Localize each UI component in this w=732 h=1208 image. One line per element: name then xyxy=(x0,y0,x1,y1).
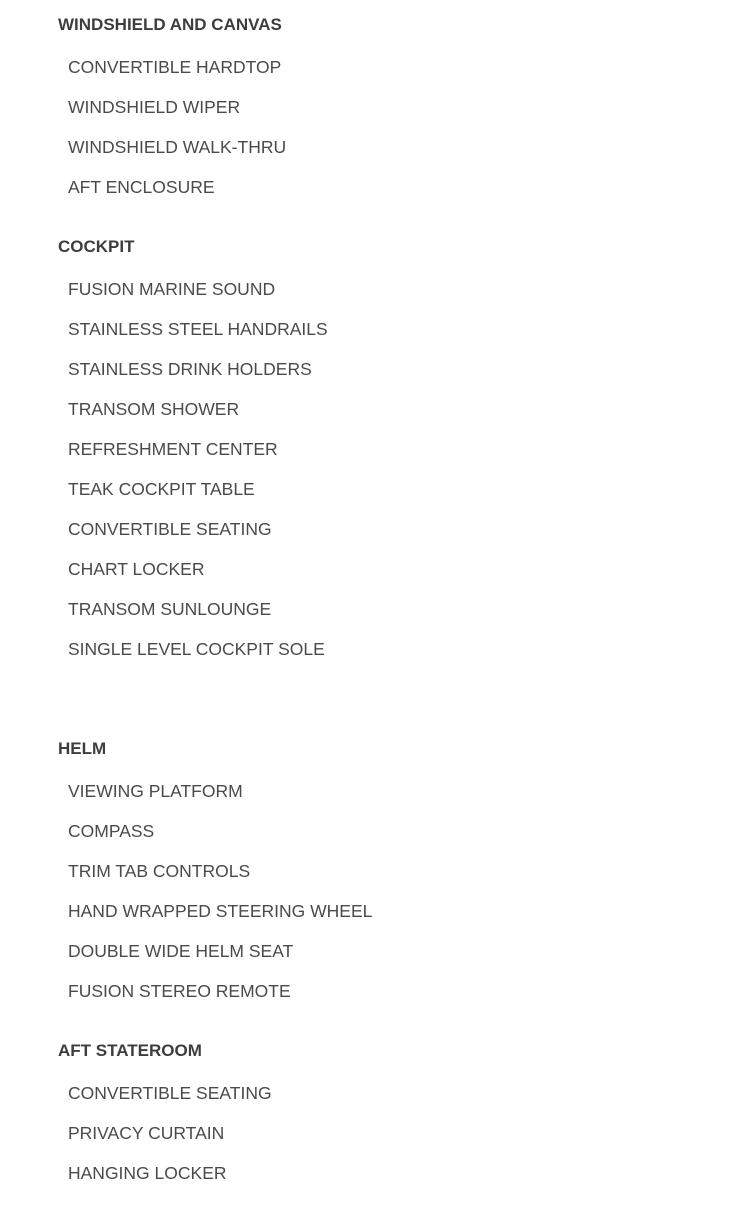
list-item: TRANSOM SUNLOUNGE xyxy=(68,599,272,619)
feature-list xyxy=(58,781,372,1001)
list-item: WINDSHIELD WALK-THRU xyxy=(68,137,287,157)
feature-list xyxy=(58,279,328,659)
list-item: FUSION STEREO REMOTE xyxy=(68,981,291,1001)
section-title: WINDSHIELD AND CANVAS xyxy=(58,15,282,34)
list-item: TEAK COCKPIT TABLE xyxy=(68,479,255,499)
section-title: COCKPIT xyxy=(58,237,135,256)
list-item: VIEWING PLATFORM xyxy=(68,781,243,801)
list-item: HAND WRAPPED STEERING WHEEL xyxy=(68,901,373,921)
list-item: AFT ENCLOSURE xyxy=(68,177,215,197)
section-windshield-and-canvas xyxy=(58,15,286,217)
feature-list xyxy=(58,1083,272,1183)
list-item: DOUBLE WIDE HELM SEAT xyxy=(68,941,294,961)
section-title: AFT STATEROOM xyxy=(58,1041,202,1060)
list-item: COMPASS xyxy=(68,821,155,841)
list-item: WINDSHIELD WIPER xyxy=(68,97,241,117)
list-item: FUSION MARINE SOUND xyxy=(68,279,276,299)
section-aft-stateroom xyxy=(58,1041,272,1203)
list-item: CONVERTIBLE HARDTOP xyxy=(68,57,282,77)
list-item: TRIM TAB CONTROLS xyxy=(68,861,251,881)
section-title: HELM xyxy=(58,739,107,758)
list-item: CONVERTIBLE SEATING xyxy=(68,519,272,539)
list-item: TRANSOM SHOWER xyxy=(68,399,240,419)
section-cockpit xyxy=(58,237,328,679)
list-item: CHART LOCKER xyxy=(68,559,205,579)
list-item: CONVERTIBLE SEATING xyxy=(68,1083,272,1103)
list-item: REFRESHMENT CENTER xyxy=(68,439,278,459)
list-item: SINGLE LEVEL COCKPIT SOLE xyxy=(68,639,325,659)
list-item: STAINLESS STEEL HANDRAILS xyxy=(68,319,328,339)
list-item: HANGING LOCKER xyxy=(68,1163,227,1183)
list-item: STAINLESS DRINK HOLDERS xyxy=(68,359,312,379)
feature-list xyxy=(58,57,286,197)
section-helm xyxy=(58,739,372,1021)
list-item: PRIVACY CURTAIN xyxy=(68,1123,225,1143)
